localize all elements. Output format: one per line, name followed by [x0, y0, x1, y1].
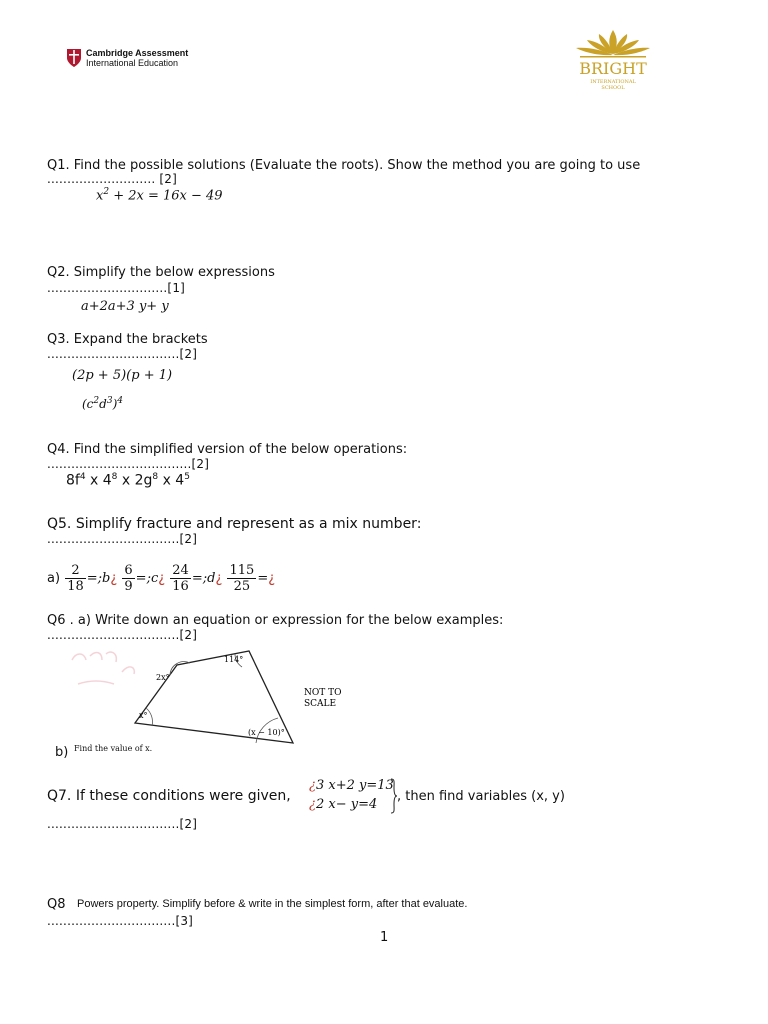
q5-answer-line: .................................[2] [47, 532, 198, 546]
not-to-scale-line1: NOT TO [304, 688, 342, 698]
page-number: 1 [380, 930, 389, 945]
q2-text: Q2. Simplify the below expressions [47, 265, 275, 280]
glitch-char: ¿ [309, 797, 316, 812]
q4-answer-line: ....................................[2] [47, 457, 210, 471]
q7-after-text: , then find variables (x, y) [397, 789, 565, 804]
q3-expr2-mid: d [99, 397, 107, 411]
fraction-sep: = [257, 571, 269, 586]
q6-quadrilateral-diagram [66, 640, 446, 760]
q6-b-label: b) [55, 745, 69, 760]
q1-text: Q1. Find the possible solutions (Evaluate the roots). Show the method you are going to use [47, 158, 641, 173]
q4-text: Q4. Find the simplified version of the below operations: [47, 442, 408, 457]
cambridge-logo-line1: Cambridge Assessment [86, 48, 189, 58]
q1-eq-rest: + 2x = 16x − 49 [109, 188, 223, 204]
fraction-sep: =;d [191, 571, 216, 586]
q6-text: Q6 . a) Write down an equation or expression for the below examples: [47, 613, 504, 628]
q2-expression: a+2a+3 y+ y [81, 299, 169, 314]
angle-label-114: 114° [224, 655, 244, 664]
q7-text: Q7. If these conditions were given, [47, 788, 291, 804]
quadrilateral-figure [66, 640, 446, 760]
glitch-char: ¿ [110, 571, 118, 586]
q3-expr2-base: (c [82, 397, 94, 411]
angle-label-x: x° [139, 711, 148, 720]
q6-b-text: Find the value of x. [74, 744, 153, 753]
fraction-d [227, 563, 256, 594]
lotus-icon [568, 28, 658, 60]
fraction-num: 115 [229, 563, 255, 578]
q4-expression [66, 472, 190, 489]
fraction-den: 25 [233, 579, 251, 594]
q7-system [309, 778, 399, 816]
q4-exp: 5 [184, 472, 190, 482]
q7-answer-line: .................................[2] [47, 817, 198, 831]
angle-label-2x: 2x° [156, 673, 170, 682]
q7-eq2-text: 2 x− y=4 [315, 797, 378, 812]
fraction-c [170, 563, 191, 594]
glitch-char: ¿ [158, 571, 166, 586]
q1-answer-line: ........................... [2] [47, 172, 178, 186]
q7-eq1 [309, 778, 394, 793]
q3-expression-2: $(c^2d^3)^4$ [82, 396, 123, 411]
q3-answer-line: .................................[2] [47, 347, 198, 361]
q4-exp: 4 [79, 472, 86, 482]
fraction-den: 16 [172, 579, 189, 594]
q5-label: a) [47, 571, 61, 586]
q4-part: x 2g [117, 472, 153, 489]
fraction-num: 2 [65, 563, 86, 579]
school-logo-name: BRIGHT [579, 59, 647, 78]
q6-answer-line: .................................[2] [47, 628, 198, 642]
cambridge-logo [66, 48, 196, 70]
q5-fractions-row [47, 563, 275, 594]
q2-answer-line: ..............................[1] [47, 281, 186, 295]
cambridge-shield-icon [66, 48, 82, 68]
q4-part: 8f [66, 472, 80, 489]
fraction-a [65, 563, 86, 594]
q8-label: Q8 [47, 897, 66, 912]
school-logo-sub2: SCHOOL [601, 85, 625, 91]
q7-eq2 [309, 797, 377, 812]
angle-label-x-minus-10: (x − 10)° [248, 728, 285, 737]
fraction-den: 9 [124, 579, 133, 594]
q1-eq-x: x [96, 188, 104, 204]
not-to-scale-line2: SCALE [304, 699, 337, 709]
q3-expression-1: (2p + 5)(p + 1) [72, 368, 173, 383]
fraction-sep: =;c [135, 571, 159, 586]
q4-part: x 4 [85, 472, 112, 489]
q3-expr2-close: ) [112, 397, 118, 411]
glitch-char: ¿ [215, 571, 223, 586]
cambridge-logo-line2: International Education [86, 58, 179, 68]
fraction-b [122, 563, 134, 594]
q8-answer-line: ................................[3] [47, 914, 194, 928]
fraction-sep: =;b [86, 571, 111, 586]
watermark-scribble [72, 652, 134, 684]
q4-part: x 4 [158, 472, 185, 489]
glitch-char: ¿ [268, 571, 276, 586]
bright-school-logo [568, 28, 658, 94]
q4-exp: 8 [111, 472, 118, 482]
q8-text: Powers property. Simplify before & write in the simplest form, after that evaluate. [77, 898, 468, 910]
q1-equation: $x^2 + 2x = 16x - 49$ [96, 187, 223, 204]
q7-eq1-text: 3 x+2 y=13 [315, 778, 394, 793]
school-logo-sub1: INTERNATIONAL [590, 79, 636, 85]
glitch-char: ¿ [309, 778, 316, 793]
q4-exp: 8 [152, 472, 159, 482]
q3-text: Q3. Expand the brackets [47, 332, 208, 347]
fraction-num: 24 [172, 563, 189, 578]
fraction-den: 18 [67, 579, 84, 594]
q5-text: Q5. Simplify fracture and represent as a mix number: [47, 516, 422, 532]
fraction-num: 6 [124, 563, 133, 578]
